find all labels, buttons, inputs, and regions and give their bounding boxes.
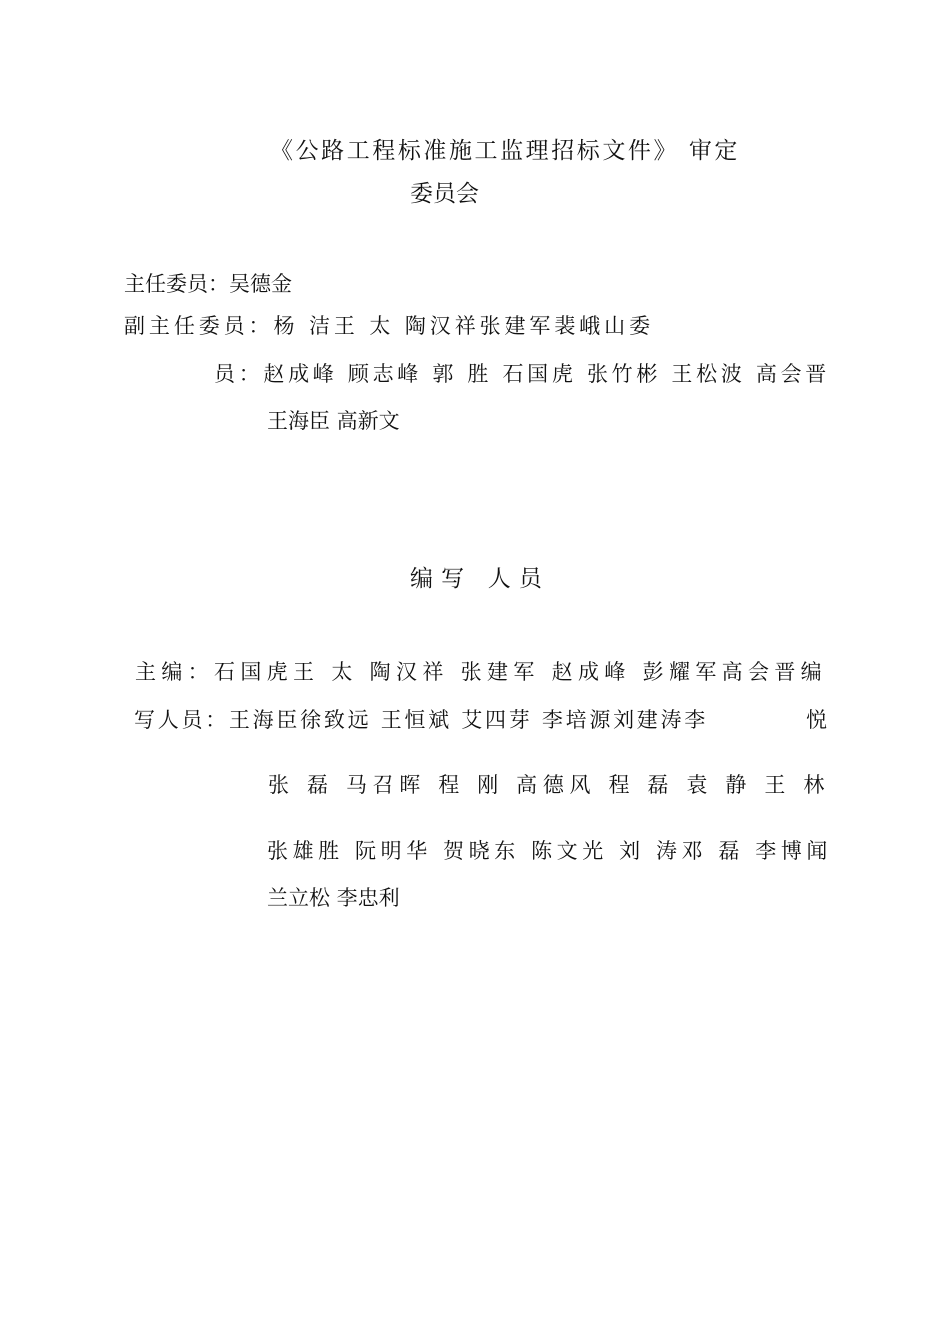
committee-members-line1: 员：赵成峰 顾志峰 郭 胜 石国虎 张竹彬 王松波 高会晋 [214,362,830,386]
writers-line1: 主编：石国虎王 太 陶汉祥 张建军 赵成峰 彭耀军高会晋编 [135,660,827,684]
committee-members-line2: 王海臣 高新文 [267,409,400,433]
committee-vice-directors: 副主任委员：杨 洁王 太 陶汉祥张建军裴峨山委 [124,314,654,338]
committee-title-line1: 《公路工程标准施工监理招标文件》 审定 [270,138,740,164]
writers-line2-suffix: 悦 [806,708,827,732]
writers-line2: 写人员：王海臣徐致远 王恒斌 艾四芽 李培源刘建涛李 [134,708,708,732]
writers-line3: 张 磊 马召晖 程 刚 高德风 程 磊 袁 静 王 林 [268,773,830,797]
writers-line4: 张雄胜 阮明华 贺晓东 陈文光 刘 涛邓 磊 李博闻 [267,839,832,863]
committee-title-line2: 委员会 [410,181,479,207]
committee-director: 主任委员：吴德金 [124,272,292,296]
writers-title: 编写 人员 [410,566,550,592]
writers-line5: 兰立松 李忠利 [267,886,400,910]
